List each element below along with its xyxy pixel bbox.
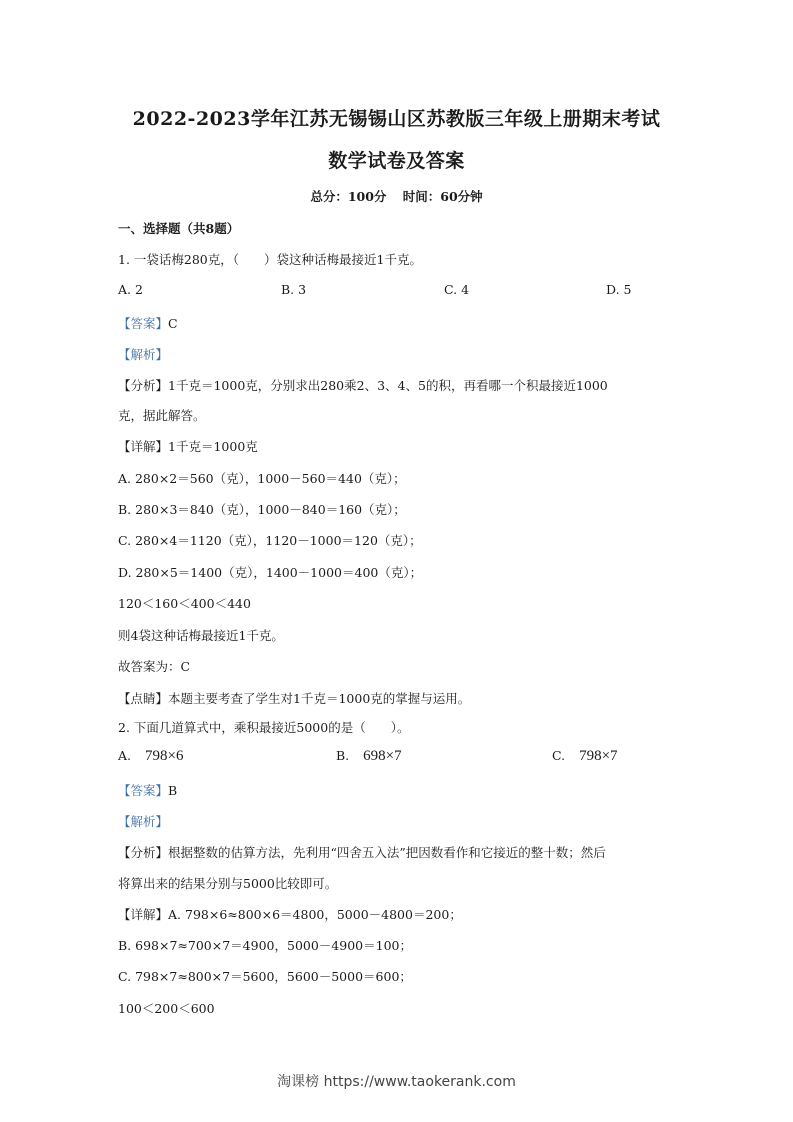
q2-answer-value: B [168,783,178,798]
q1-option-d: D. 5 [606,282,632,297]
q2-answer [118,781,177,799]
q1-stem: 1. 一袋话梅280克，（ ）袋这种话梅最接近1千克。 [118,252,422,267]
footer-watermark: 淘课榜 https://www.taokerank.com [277,1074,516,1090]
q1-detail [118,437,258,455]
q1-comment [118,689,470,707]
q2-option-b-value: 698×7 [363,748,402,764]
q1-option-b: B. 3 [281,282,307,297]
q2-analysis-tag: 【解析】 [118,814,169,829]
section-heading: 一、选择题（共8题） [118,221,240,236]
q1-final: 故答案为：C [118,659,191,674]
q2-fenxi-line1 [118,843,606,861]
q2-stem: 2. 下面几道算式中，乘积最接近5000的是（ ）。 [118,720,410,735]
q2-fenxi-line2: 将算出来的结果分别与5000比较即可。 [118,876,338,891]
doc-title-line2: 数学试卷及答案 [328,150,465,172]
q1-comment-tag: 【点睛】 [118,691,169,706]
q2-option-c [552,748,618,765]
exam-meta [0,187,793,205]
total-score: 总分：100分 [310,189,387,204]
q1-option-c: C. 4 [444,282,470,297]
q1-analysis-tag: 【解析】 [118,347,169,362]
q2-option-a-label: A. [118,748,132,763]
q1-option-a: A. 2 [118,282,143,297]
q2-option-a [118,748,183,765]
q1-answer [118,314,178,332]
q1-detail-tag: 【详解】 [118,439,169,454]
q1-fenxi-text: 1千克＝1000克，分别求出280乘2、3、4、5的积，再看哪一个积最接近1000 [168,378,608,393]
q1-comment-text: 本题主要考查了学生对1千克＝1000克的掌握与运用。 [168,691,471,706]
q1-calc-b: B. 280×3＝840（克），1000－840＝160（克）； [118,502,406,517]
q2-answer-tag: 【答案】 [118,783,169,798]
q2-fenxi-tag: 【分析】 [118,845,169,860]
q1-answer-tag: 【答案】 [118,316,169,331]
q1-calc-c: C. 280×4＝1120（克），1120－1000＝120（克）； [118,533,422,548]
doc-title-line1: 2022-2023学年江苏无锡锡山区苏教版三年级上册期末考试 [132,108,661,130]
q2-option-b [336,748,402,765]
q2-option-a-value: 798×6 [145,748,184,764]
q2-option-c-value: 798×7 [579,748,618,764]
q2-calc-c: C. 798×7≈800×7＝5600，5600－5000＝600； [118,969,412,984]
q1-compare: 120＜160＜400＜440 [118,596,251,611]
q2-option-b-label: B. [336,748,350,763]
q2-fenxi-text: 根据整数的估算方法，先利用“四舍五入法”把因数看作和它接近的整十数；然后 [168,845,606,860]
q2-compare: 100＜200＜600 [118,1001,215,1016]
q1-answer-value: C [168,316,178,331]
q1-calc-d: D. 280×5＝1400（克），1400－1000＝400（克）； [118,565,423,580]
q2-detail-tag: 【详解】 [118,907,169,922]
q1-fenxi-line1 [118,376,608,394]
q2-detail [118,905,462,923]
q1-fenxi-tag: 【分析】 [118,378,169,393]
q1-conclusion: 则4袋这种话梅最接近1千克。 [118,628,284,643]
q2-detail-text: A. 798×6≈800×6＝4800，5000－4800＝200； [168,907,462,922]
q1-detail-text: 1千克＝1000克 [168,439,258,454]
exam-time: 时间：60分钟 [402,189,483,204]
q2-option-c-label: C. [552,748,566,763]
q2-calc-b: B. 698×7≈700×7＝4900，5000－4900＝100； [118,938,412,953]
q1-fenxi-line2: 克，据此解答。 [118,408,206,423]
q1-calc-a: A. 280×2＝560（克），1000－560＝440（克）； [118,471,406,486]
